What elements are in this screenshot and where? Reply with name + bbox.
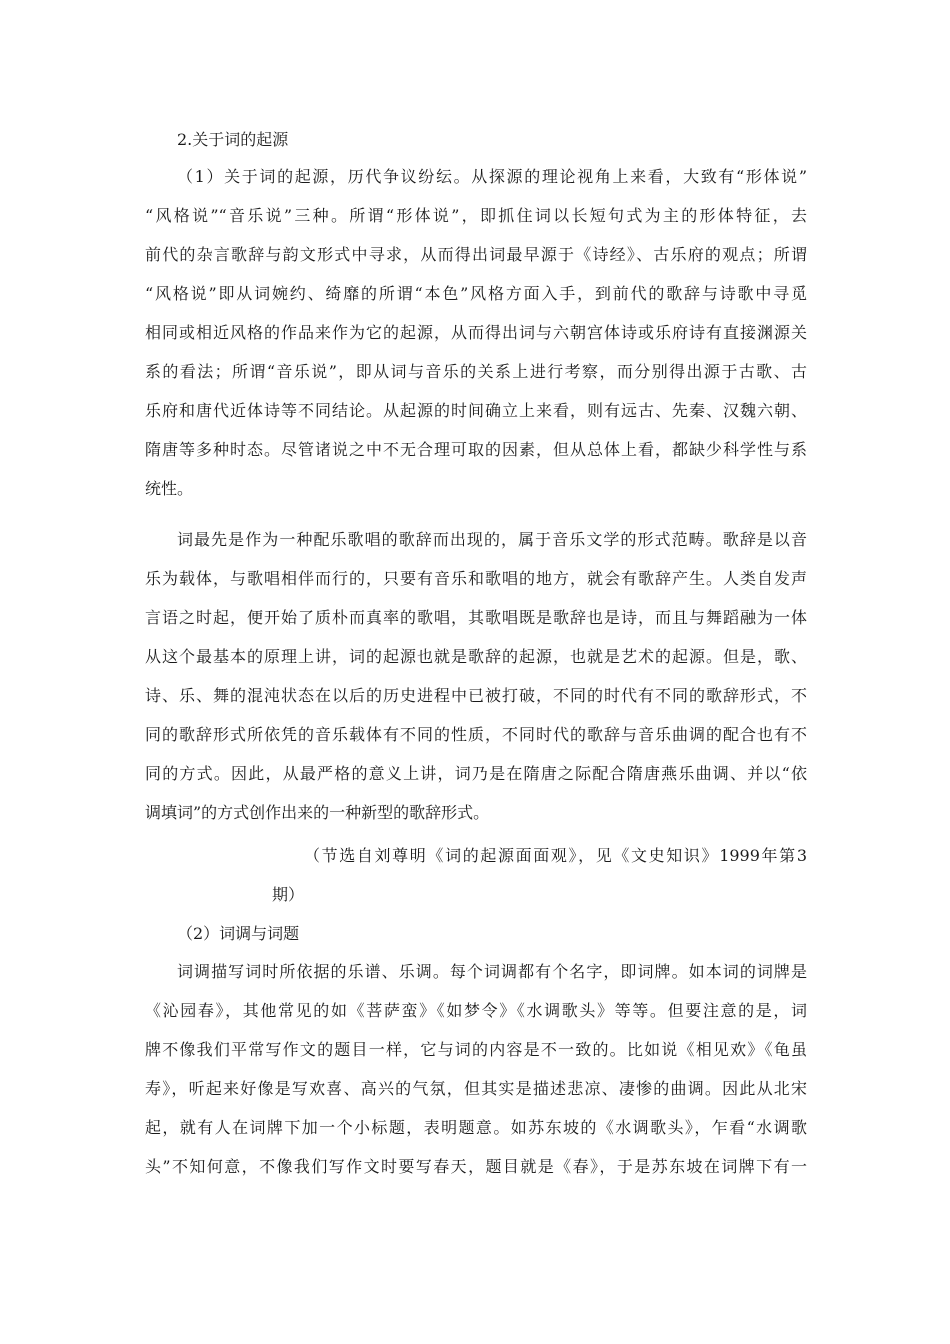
paragraph-line: 词最先是作为一种配乐歌唱的歌辞而出现的，属于音乐文学的形式范畴。歌辞是以音: [177, 530, 807, 549]
paragraph-line: 前代的杂言歌辞与韵文形式中寻求，从而得出词最早源于《诗经》、古乐府的观点；所谓: [145, 245, 807, 264]
paragraph-line: 统性。: [145, 479, 194, 498]
paragraph-line: 言语之时起，便开始了质朴而真率的歌唱，其歌唱既是歌辞也是诗，而且与舞蹈融为一体: [145, 608, 807, 627]
paragraph-line: 诗、乐、舞的混沌状态在以后的历史进程中已被打破，不同的时代有不同的歌辞形式，不: [145, 686, 807, 705]
paragraph-line: 起，就有人在词牌下加一个小标题，表明题意。如苏东坡的《水调歌头》，乍看“水调歌: [145, 1118, 807, 1137]
paragraph-line: 相同或相近风格的作品来作为它的起源，从而得出词与六朝宫体诗或乐府诗有直接渊源关: [145, 323, 807, 342]
paragraph-line: 乐府和唐代近体诗等不同结论。从起源的时间确立上来看，则有远古、先秦、汉魏六朝、: [145, 401, 807, 420]
paragraph-line: 乐为载体，与歌唱相伴而行的，只要有音乐和歌唱的地方，就会有歌辞产生。人类自发声: [145, 569, 807, 588]
paragraph-line: 牌不像我们平常写作文的题目一样，它与词的内容是不一致的。比如说《相见欢》《龟虽: [145, 1040, 807, 1059]
paragraph-line: 《沁园春》，其他常见的如《菩萨蛮》《如梦令》《水调歌头》等等。但要注意的是，词: [145, 1001, 807, 1020]
citation-line: 期）: [272, 885, 305, 904]
paragraph-line: “风格说”“音乐说”三种。所谓“形体说”，即抓住词以长短句式为主的形体特征，去: [145, 206, 807, 225]
paragraph-line: 调填词”的方式创作出来的一种新型的歌辞形式。: [145, 803, 490, 822]
section-heading: 2.关于词的起源: [177, 130, 289, 149]
paragraph-line: （1）关于词的起源，历代争议纷纭。从探源的理论视角上来看，大致有“形体说”: [177, 167, 807, 186]
subheading: （2）词调与词题: [177, 924, 300, 943]
paragraph-line: 词调描写词时所依据的乐谱、乐调。每个词调都有个名字，即词牌。如本词的词牌是: [177, 962, 807, 981]
paragraph-line: 同的歌辞形式所依凭的音乐载体有不同的性质，不同时代的歌辞与音乐曲调的配合也有不: [145, 725, 807, 744]
paragraph-line: 头”不知何意，不像我们写作文时要写春天，题目就是《春》，于是苏东坡在词牌下有一: [145, 1157, 807, 1176]
citation-line: （节选自刘尊明《词的起源面面观》，见《文史知识》1999年第3: [304, 846, 807, 865]
paragraph-line: 寿》，听起来好像是写欢喜、高兴的气氛，但其实是描述悲凉、凄惨的曲调。因此从北宋: [145, 1079, 807, 1098]
paragraph-line: 隋唐等多种时态。尽管诸说之中不无合理可取的因素，但从总体上看，都缺少科学性与系: [145, 440, 807, 459]
paragraph-line: 从这个最基本的原理上讲，词的起源也就是歌辞的起源，也就是艺术的起源。但是，歌、: [145, 647, 807, 666]
paragraph-line: 系的看法；所谓“音乐说”，即从词与音乐的关系上进行考察，而分别得出源于古歌、古: [145, 362, 807, 381]
paragraph-line: “风格说”即从词婉约、绮靡的所谓“本色”风格方面入手，到前代的歌辞与诗歌中寻觅: [145, 284, 807, 303]
paragraph-line: 同的方式。因此，从最严格的意义上讲，词乃是在隋唐之际配合隋唐燕乐曲调、并以“依: [145, 764, 807, 783]
